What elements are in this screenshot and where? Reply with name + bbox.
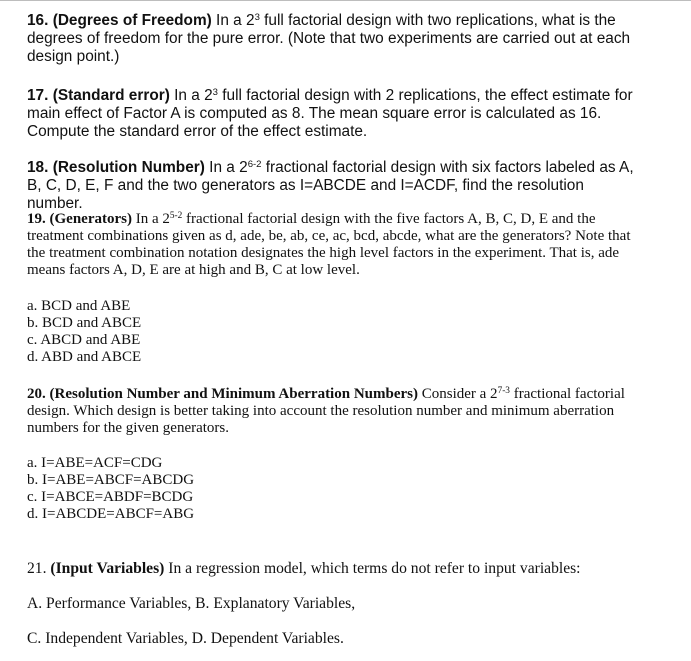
q21-options-line-2	[27, 630, 637, 648]
q16-topic: (Degrees of Freedom)	[52, 12, 212, 29]
q16-text: full factorial design with two replications, what is the degrees of freedom for the pure error. (Note that two experiments are carried out at each design point.)	[27, 12, 631, 65]
q20-number: 20.	[27, 386, 46, 402]
q16-text-pre: In a 2	[216, 12, 255, 29]
q20-option-d: d. I=ABCDE=ABCF=ABG	[27, 506, 195, 522]
question-20	[27, 386, 637, 437]
q17-topic: (Standard error)	[52, 87, 170, 104]
q19-option-d: d. ABD and ABCE	[27, 349, 142, 365]
q20-text-pre: Consider a 2	[421, 386, 498, 402]
q18-number: 18.	[27, 159, 49, 176]
question-21	[27, 560, 637, 578]
q17-text-pre: In a 2	[174, 87, 213, 104]
q18-topic: (Resolution Number)	[52, 159, 205, 176]
q21-options-line-1	[27, 595, 637, 613]
q18-text-pre: In a 2	[209, 159, 248, 176]
q17-text: full factorial design with 2 replications, the effect estimate for main effect of Factor A is computed as 8. The mean square error is calculated as 16. Compute the standard error of the effect estimate.	[27, 87, 633, 140]
q19-option-b: b. BCD and ABCE	[27, 315, 142, 331]
q16-exponent: 3	[254, 11, 260, 23]
q17-number: 17.	[27, 87, 49, 104]
q19-exponent: 5-2	[169, 210, 183, 221]
q20-text: fractional factorial design. Which design is better taking into account the resolution number and minimum aberration numbers for the given generators.	[27, 386, 625, 436]
q20-option-b: b. I=ABE=ABCF=ABCDG	[27, 472, 195, 488]
q17-exponent: 3	[212, 86, 218, 98]
q19-text-pre: In a 2	[135, 211, 170, 227]
q16-number: 16.	[27, 12, 49, 29]
q21-topic: (Input Variables)	[50, 560, 165, 577]
question-19	[27, 211, 637, 279]
q20-topic: (Resolution Number and Minimum Aberration Numbers)	[49, 386, 418, 402]
q21-options-cd: C. Independent Variables, D. Dependent Variables.	[27, 630, 344, 647]
q20-option-a: a. I=ABE=ACF=CDG	[27, 455, 163, 471]
q18-exponent: 6-2	[247, 158, 262, 170]
top-border	[0, 0, 691, 1]
question-16	[27, 12, 637, 66]
q19-text: fractional factorial design with the five factors A, B, C, D, E and the treatment combinations given as d, ade, be, ab, ce, ac, bcd, abcde, what are the generators? Note that the treatment combination notation designates the high level factors in the experiment. That is, ade means factors A, D, E are at high and B, C at low level.	[27, 211, 631, 278]
q20-option-c: c. I=ABCE=ABDF=BCDG	[27, 489, 194, 505]
q20-exponent: 7-3	[497, 385, 510, 396]
q18-text: fractional factorial design with six factors labeled as A, B, C, D, E, F and the two generators as I=ABCDE and I=ACDF, find the resolution number.	[27, 159, 634, 212]
q19-topic: (Generators)	[49, 211, 132, 227]
q21-text: In a regression model, which terms do not refer to input variables:	[168, 560, 581, 577]
q20-options	[27, 455, 637, 523]
q19-options	[27, 298, 637, 366]
q21-options-ab: A. Performance Variables, B. Explanatory Variables,	[27, 595, 356, 612]
question-18	[27, 159, 637, 213]
question-17	[27, 87, 637, 141]
q19-number: 19.	[27, 211, 46, 227]
q19-option-a: a. BCD and ABE	[27, 298, 131, 314]
q19-option-c: c. ABCD and ABE	[27, 332, 141, 348]
q21-number: 21.	[27, 560, 47, 577]
